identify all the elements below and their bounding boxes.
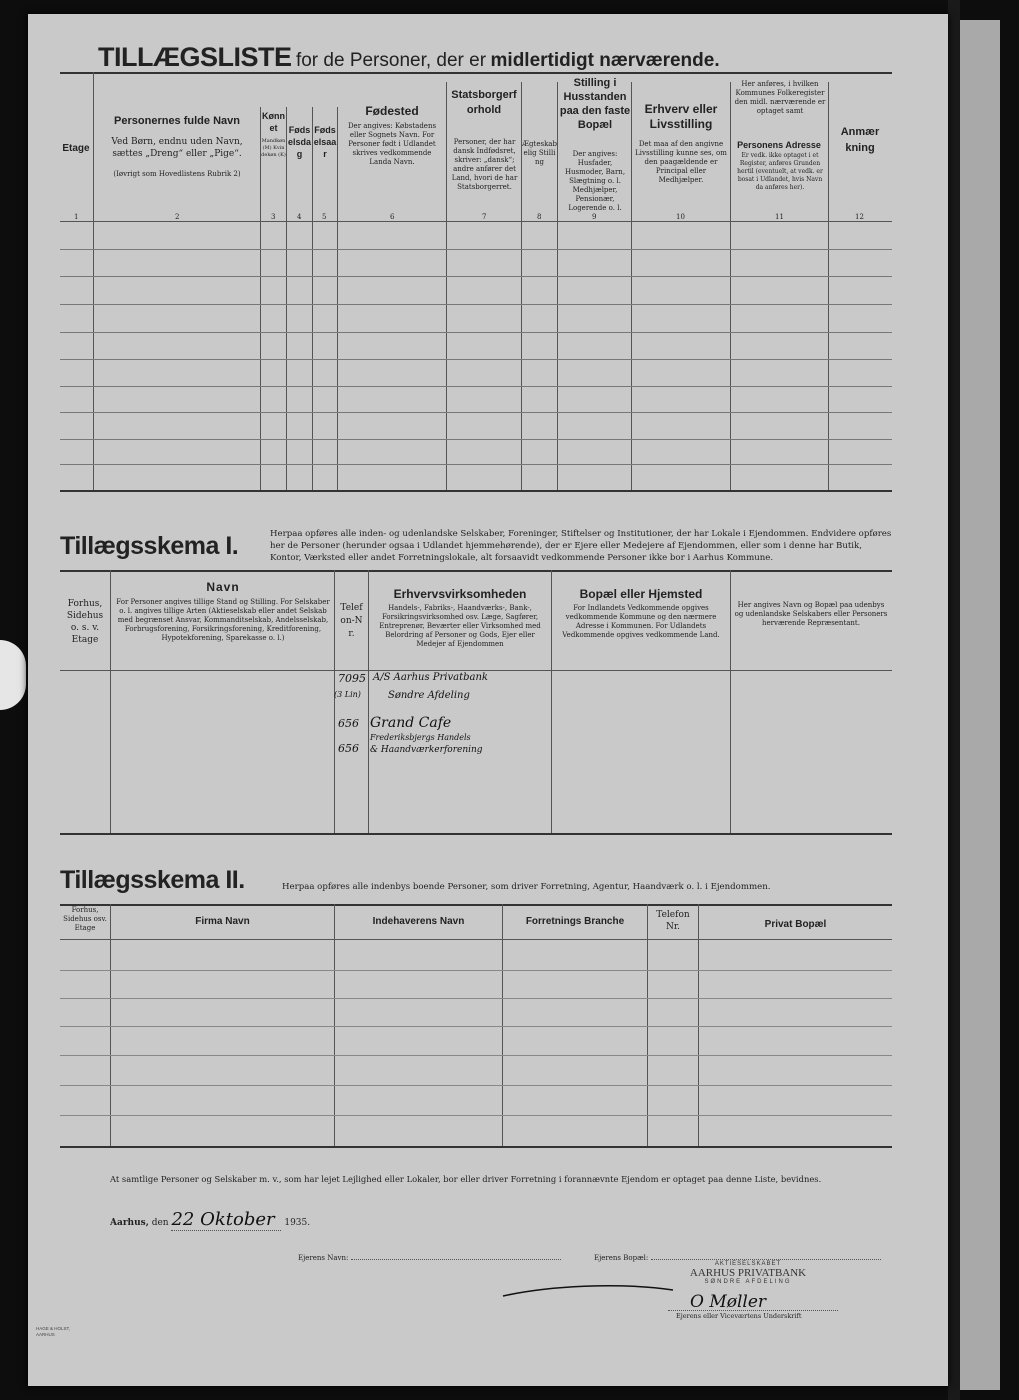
owner-address-label: Ejerens Bopæl:: [594, 1254, 649, 1262]
t1-h-etage: Etage: [62, 143, 90, 154]
t1-colnum: 2: [175, 213, 180, 221]
title-big: TILLÆGSLISTE: [98, 42, 292, 72]
s2-h-phone: Telefon Nr.: [656, 910, 690, 932]
s1-h-name-body: For Personer angives tillige Stand og Stilling. For Selskaber o. l. angives tillige Arten (Aktieselskab eller andet Selskab med begrænset Ansvar, Kommanditselskab, Andelsselskab, Forbrugsforening, Forsikringsforening, Kreditforening, Hypotekforening, Sparekasse o. l.): [116, 598, 330, 642]
s2-row-rule: [60, 970, 892, 971]
t1-h-occupation-body: Det maa af den angivne Livsstilling kunne ses, om den paagældende er Principal eller Medhjælper.: [635, 140, 727, 184]
s2-row-rule: [60, 1085, 892, 1086]
owner-name-label: Ejerens Navn:: [298, 1254, 349, 1262]
s1-col-line: [551, 570, 552, 833]
bank-stamp: [658, 1261, 838, 1285]
t1-col-line: [312, 107, 313, 490]
t1-h-citizenship-body: Personer, der har dansk Indfødsret, skriver: „dansk“; andre anfører det Land, hvori de har Statsborgerret.: [451, 138, 518, 191]
next-page-edge: [960, 20, 1000, 1390]
signature: O Møller: [690, 1292, 767, 1312]
footer-den: den: [151, 1218, 169, 1228]
s2-title: Tillægsskema II.: [60, 866, 245, 894]
s2-row-rule: [60, 1026, 892, 1027]
s2-h-firm: Firma Navn: [195, 916, 250, 927]
s1-h-residence-body: For Indlandets Vedkommende opgives vedkommende Kommune og den nærmere Adresse i Kommunen. For Udlandets Vedkommende opgives vedkommende Land.: [562, 604, 720, 639]
s1-header-bottom: [60, 670, 892, 671]
s2-row-rule: [60, 1055, 892, 1056]
t1-h-occupation-title: Erhverv eller Livsstilling: [644, 102, 718, 131]
thumb: [0, 640, 26, 710]
t1-h-marital: Ægteskabelig Stilling: [522, 140, 557, 166]
t1-h-address-top: Her anføres, i hvilken Kommunes Folkeregister den midl. nærværende er optaget samt: [734, 80, 826, 115]
s1-h-business-body: Handels-, Fabriks-, Haandværks-, Bank-, Forsikringsvirksomhed osv. Læge, Sagfører, Entreprenør, Beværter eller Virksomhed med Belordring af Personer og Gods, Ejer eller Medejer af Ejendommen: [379, 604, 541, 648]
s1-h-name-title: Navn: [206, 580, 240, 594]
t1-top-rule: [60, 72, 892, 74]
owner-name-field: [298, 1254, 561, 1262]
t1-h-birthday: Fødselsdag: [287, 125, 311, 159]
s2-h-owner: Indehaverens Navn: [372, 916, 465, 927]
t1-colnum: 1: [74, 213, 79, 221]
t1-bottom-rule: [60, 490, 892, 492]
t1-colnum: 5: [322, 213, 327, 221]
t1-colnum: 10: [676, 213, 685, 221]
t1-h-name-body: Ved Børn, endnu uden Navn, sættes „Dreng“ eller „Pige“.: [111, 137, 243, 159]
s1-entry-tel: 656: [338, 742, 359, 755]
t1-h-name-title: Personernes fulde Navn: [114, 115, 240, 127]
t1-row-rule: [60, 439, 892, 440]
t1-col-line: [337, 107, 338, 490]
s1-h-business-title: Erhvervsvirksomheden: [393, 587, 527, 601]
t1-row-rule: [60, 276, 892, 277]
s1-entry-tel: 7095: [338, 672, 366, 685]
s1-top-rule: [60, 570, 892, 572]
s1-title: Tillægsskema I.: [60, 532, 239, 560]
s2-h-floor: Forhus, Sidehus osv. Etage: [63, 906, 107, 932]
book-spine: [948, 0, 960, 1400]
t1-row-rule: [60, 464, 892, 465]
s2-col-line: [110, 904, 111, 1146]
stamp-line1: AKTIESELSKABET: [714, 1261, 782, 1267]
t1-colnum: 6: [390, 213, 395, 221]
s2-top-rule: [60, 904, 892, 906]
t1-col-line: [557, 82, 558, 490]
t1-col-line: [446, 82, 447, 490]
t1-h-gender-title: Kønnet: [262, 111, 285, 133]
t1-row-rule: [60, 359, 892, 360]
s1-entry-text: Søndre Afdeling: [388, 690, 470, 701]
s1-h-floor: Forhus, Sidehus o. s. v. Etage: [66, 599, 104, 645]
s1-entry-text: A/S Aarhus Privatbank: [373, 672, 488, 683]
stamp-line2: AARHUS PRIVATBANK: [689, 1267, 807, 1279]
s2-row-rule: [60, 1115, 892, 1116]
t1-h-birthplace-body: Der angives: Købstadens eller Sognets Navn. For Personer født i Udlandet skrives vedkommende Landa Navn.: [347, 122, 437, 166]
t1-colnum: 9: [592, 213, 597, 221]
t1-row-rule: [60, 332, 892, 333]
t1-h-household-title: Stilling i Husstanden paa den faste Bopæl: [559, 77, 631, 131]
t1-col-line: [260, 107, 261, 490]
s2-bottom-rule: [60, 1146, 892, 1148]
title-bold: midlertidigt nærværende.: [490, 50, 720, 71]
t1-col-line: [631, 82, 632, 490]
form-page: [28, 14, 948, 1386]
t1-colnum: 11: [775, 213, 784, 221]
t1-row-rule: [60, 249, 892, 250]
t1-h-remarks: Anmærkning: [840, 126, 880, 154]
title-rest: for de Personer, der er: [295, 50, 487, 71]
s1-intro: Herpaa opføres alle inden- og udenlandske Selskaber, Foreninger, Stiftelser og Institutioner, der har Lokale i Ejendommen. Endvidere opføres her de Personer (herunder ogsaa i Udlandet hjemmehørende), der er Ejere eller Medejere af Ejendommen, eller som i denne har Butik, Kontor, Værksted eller andet Forretningslokale, alt forsaavidt vedkommende Personer ikke bor i Aarhus Kommune.: [270, 529, 892, 563]
s1-entry-tel: (3 Lin): [334, 690, 361, 699]
footer-date-line: [110, 1209, 310, 1231]
t1-row-rule: [60, 412, 892, 413]
s1-col-line: [368, 570, 369, 833]
s1-h-residence-title: Bopæl eller Hjemsted: [579, 587, 703, 601]
s1-col-line: [110, 570, 111, 833]
t1-colnum: 8: [537, 213, 542, 221]
footer-year: 1935.: [284, 1218, 311, 1228]
t1-colnum: 7: [482, 213, 487, 221]
s1-h-representative: Her angives Navn og Bopæl paa udenbys og udenlandske Selskabers eller Personers herværende Repræsentant.: [734, 601, 888, 627]
t1-h-address-title: Personens Adresse: [737, 140, 821, 150]
s2-col-line: [698, 904, 699, 1146]
s1-h-phone: Telefon-Nr.: [340, 603, 363, 639]
signature-label: Ejerens eller Viceværtens Underskrift: [676, 1312, 802, 1320]
t1-h-household-body: Der angives: Husfader, Husmoder, Barn, Slægtning o. l. Medhjælper, Pensionær, Logerende o. l.: [564, 150, 626, 212]
s2-col-line: [334, 904, 335, 1146]
t1-row-rule: [60, 386, 892, 387]
s1-entry-text: Frederiksbjergs Handels: [370, 733, 471, 742]
footer-statement: At samtlige Personer og Selskaber m. v., som har lejet Lejlighed eller Lokaler, bor eller driver Forretning i forannævnte Ejendom er optaget paa denne Liste, bevidnes.: [110, 1174, 822, 1184]
s2-header-bottom: [60, 939, 892, 940]
s2-h-branch: Forretnings Branche: [525, 916, 625, 927]
t1-colnum: 12: [855, 213, 864, 221]
t1-h-gender-body: Mandkøn (M) Kvindekøn (K): [261, 138, 286, 158]
t1-h-birthyear: Fødselsaar: [313, 125, 337, 159]
t1-header-bottom: [60, 221, 892, 222]
s1-entry-text: & Haandværkerforening: [370, 745, 483, 755]
t1-colnum: 3: [271, 213, 276, 221]
s2-col-line: [502, 904, 503, 1146]
t1-col-line: [93, 72, 94, 490]
t1-h-name-note: (Iøvrigt som Hovedlistens Rubrik 2): [113, 170, 241, 178]
t1-row-rule: [60, 304, 892, 305]
t1-h-address-body: Er vedk. ikke optaget i et Register, anføres Grunden hertil (eventuelt, at vedk. er bosat i Udlandet, hvis Navn da anføres her).: [737, 152, 823, 191]
stamp-line3: SØNDRE AFDELING: [704, 1279, 792, 1285]
t1-h-citizenship-title: Statsborgerforhold: [451, 89, 517, 116]
main-title: [98, 42, 720, 73]
t1-col-line: [286, 107, 287, 490]
signature-line: [668, 1310, 838, 1311]
signature-flourish: [498, 1276, 678, 1306]
s1-col-line: [730, 570, 731, 833]
footer-date-hand: 22 Oktober: [171, 1209, 281, 1231]
printer-mark: HAGE & HOLST, AARHUS: [36, 1326, 71, 1337]
s1-entry-tel: 656: [338, 717, 359, 730]
s2-col-line: [647, 904, 648, 1146]
t1-colnum: 4: [297, 213, 302, 221]
s2-intro: Herpaa opføres alle indenbys boende Personer, som driver Forretning, Agentur, Haandværk o. l. i Ejendommen.: [282, 882, 771, 892]
s1-bottom-rule: [60, 833, 892, 835]
s1-entry-text: Grand Cafe: [370, 715, 452, 731]
t1-h-birthplace-title: Fødested: [365, 104, 419, 118]
s2-h-private: Privat Bopæl: [764, 919, 827, 930]
s2-row-rule: [60, 998, 892, 999]
footer-city: Aarhus,: [110, 1218, 149, 1228]
